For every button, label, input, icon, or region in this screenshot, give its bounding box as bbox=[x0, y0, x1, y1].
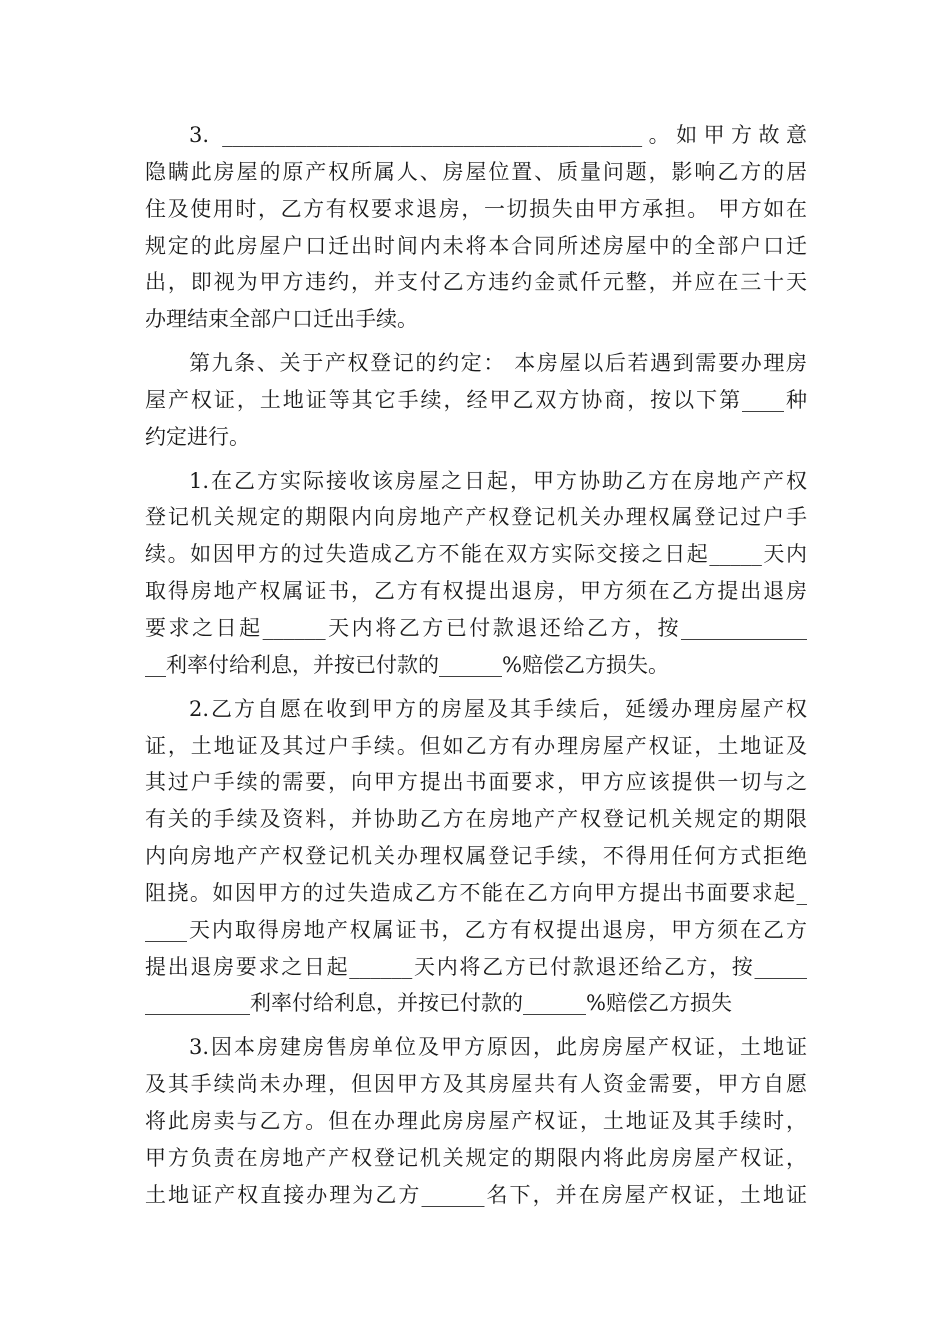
text-line: 约定进行。 bbox=[145, 424, 250, 449]
paragraph-option-2 bbox=[145, 691, 807, 1023]
text-line: 出，即视为甲方违约，并支付乙方违约金贰仟元整，并应在三十天 bbox=[145, 270, 807, 295]
text-line: 屋产权证，土地证等其它手续，经甲乙双方协商，按以下第____种 bbox=[145, 387, 807, 412]
paragraph-clause-8-3 bbox=[145, 117, 807, 338]
text-line: 住及使用时，乙方有权要求退房，一切损失由甲方承担。 甲方如在 bbox=[145, 196, 807, 221]
text-line: 规定的此房屋户口迁出时间内未将本合同所述房屋中的全部户口迁 bbox=[145, 233, 807, 258]
text-line: 第九条、关于产权登记的约定： 本房屋以后若遇到需要办理房 bbox=[189, 351, 807, 376]
text-line: 甲方负责在房地产产权登记机关规定的期限内将此房房屋产权证， bbox=[145, 1145, 807, 1170]
text-line: 办理结束全部户口迁出手续。 bbox=[145, 307, 418, 332]
text-line: 3. ________________________________________。如甲方故意 bbox=[189, 123, 807, 147]
text-line: 2.乙方自愿在收到甲方的房屋及其手续后，延缓办理房屋产权 bbox=[189, 696, 807, 721]
document-body bbox=[145, 117, 807, 1213]
paragraph-option-3 bbox=[145, 1029, 807, 1213]
text-line: ____天内取得房地产权属证书，乙方有权提出退房，甲方须在乙方 bbox=[145, 917, 807, 942]
text-line: 续。如因甲方的过失造成乙方不能在双方实际交接之日起_____天内 bbox=[145, 542, 807, 567]
text-line: 取得房地产权属证书，乙方有权提出退房，甲方须在乙方提出退房 bbox=[145, 579, 807, 604]
text-line: 阻挠。如因甲方的过失造成乙方不能在乙方向甲方提出书面要求起_ bbox=[145, 880, 807, 905]
text-line: 内向房地产产权登记机关办理权属登记手续，不得用任何方式拒绝 bbox=[145, 844, 807, 869]
text-line: 土地证产权直接办理为乙方______名下，并在房屋产权证，土地证 bbox=[145, 1182, 807, 1207]
paragraph-article-9 bbox=[145, 345, 807, 456]
text-line: 隐瞒此房屋的原产权所属人、房屋位置、质量问题，影响乙方的居 bbox=[145, 159, 807, 184]
paragraph-option-1 bbox=[145, 463, 807, 684]
text-line: 将此房卖与乙方。但在办理此房房屋产权证，土地证及其手续时， bbox=[145, 1108, 807, 1133]
text-line: __________利率付给利息，并按已付款的______%赔偿乙方损失 bbox=[145, 991, 732, 1016]
text-line: 1.在乙方实际接收该房屋之日起，甲方协助乙方在房地产产权 bbox=[189, 468, 807, 493]
text-line: 3.因本房建房售房单位及甲方原因，此房房屋产权证，土地证 bbox=[189, 1035, 807, 1060]
text-line: 证，土地证及其过户手续。但如乙方有办理房屋产权证，土地证及 bbox=[145, 733, 807, 758]
text-line: 提出退房要求之日起______天内将乙方已付款退还给乙方，按_____ bbox=[145, 954, 807, 979]
text-line: __利率付给利息，并按已付款的______%赔偿乙方损失。 bbox=[145, 652, 669, 677]
text-line: 及其手续尚未办理，但因甲方及其房屋共有人资金需要，甲方自愿 bbox=[145, 1072, 807, 1097]
text-line: 其过户手续的需要，向甲方提出书面要求，甲方应该提供一切与之 bbox=[145, 770, 807, 795]
text-line: 登记机关规定的期限内向房地产产权登记机关办理权属登记过户手 bbox=[145, 505, 807, 530]
text-line: 有关的手续及资料，并协助乙方在房地产产权登记机关规定的期限 bbox=[145, 807, 807, 832]
text-line: 要求之日起______天内将乙方已付款退还给乙方，按____________ bbox=[145, 615, 807, 640]
